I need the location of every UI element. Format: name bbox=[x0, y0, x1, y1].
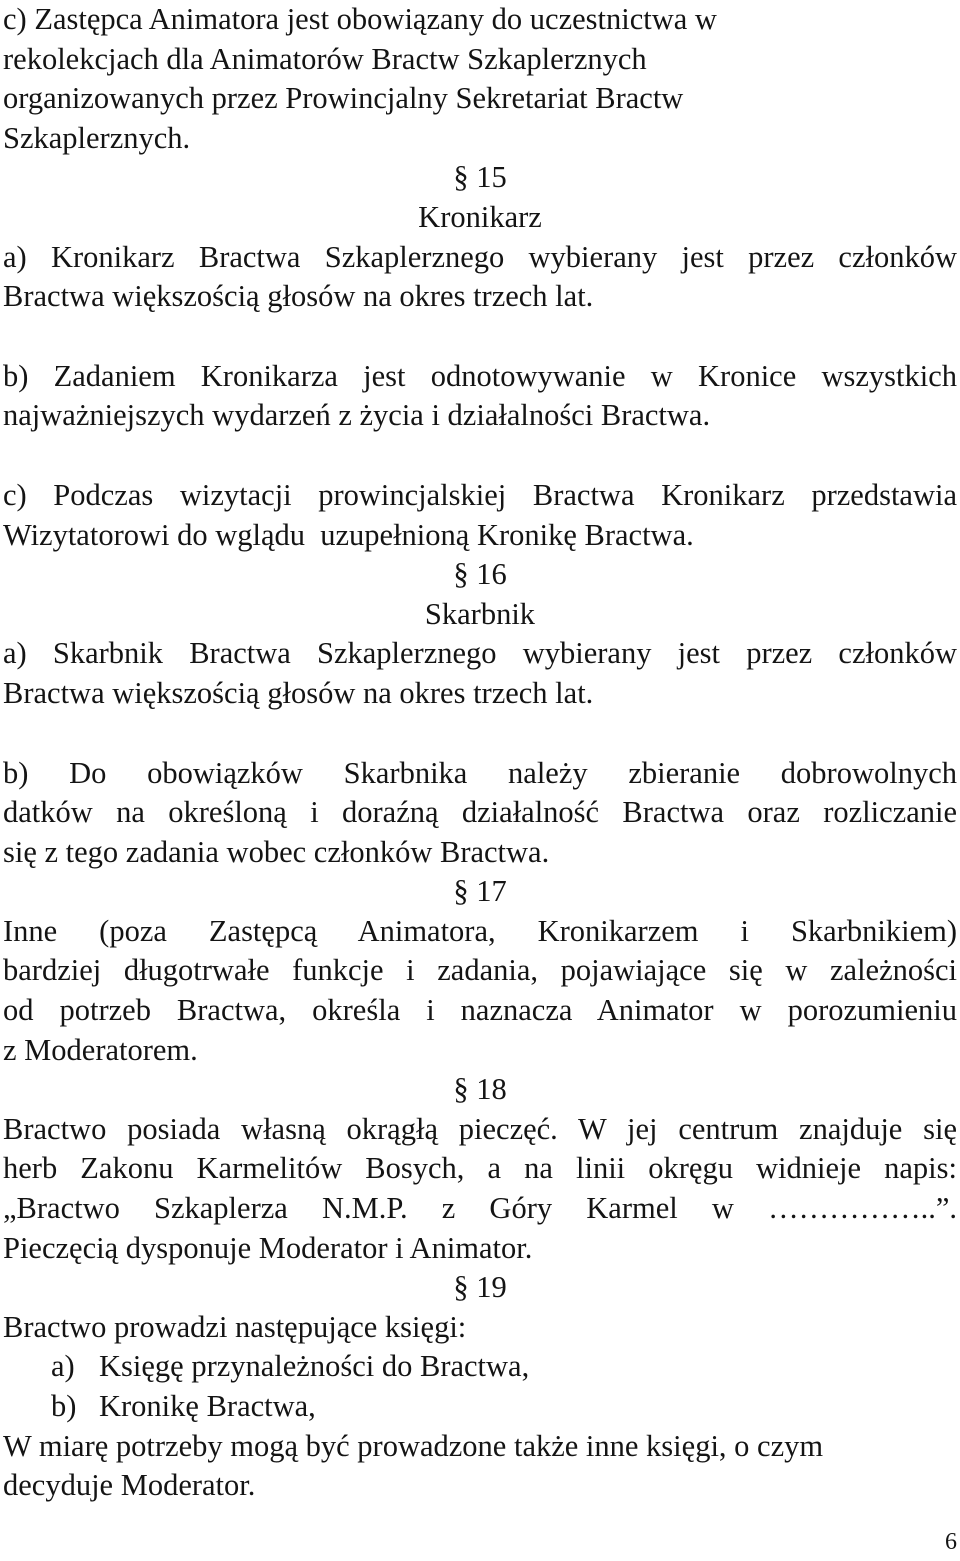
section-15-paragraph-b bbox=[3, 357, 957, 436]
text-line: herb Zakonu Karmelitów Bosych, a na linii okręgu widnieje napis: bbox=[3, 1151, 957, 1186]
text-line: a) Skarbnik Bractwa Szkaplerznego wybierany jest przez członków bbox=[3, 636, 957, 671]
text-line: najważniejszych wydarzeń z życia i działalności Bractwa. bbox=[3, 398, 711, 433]
list-marker: b) bbox=[51, 1389, 77, 1423]
list-item bbox=[3, 1347, 957, 1387]
text-line: Bractwa większością głosów na okres trzech lat. bbox=[3, 279, 594, 314]
text-line: bardziej długotrwałe funkcje i zadania, pojawiające się w zależności bbox=[3, 953, 957, 988]
list-item bbox=[3, 1387, 957, 1427]
text-line: Szkaplerznych. bbox=[3, 120, 191, 155]
text-line: się z tego zadania wobec członków Bractwa. bbox=[3, 834, 550, 869]
text-line: b) Zadaniem Kronikarza jest odnotowywanie w Kronice wszystkich bbox=[3, 358, 957, 393]
text-line: z Moderatorem. bbox=[3, 1032, 198, 1067]
list-marker: a) bbox=[51, 1349, 75, 1384]
text-line: Wizytatorowi do wglądu uzupełnioną Kronikę Bractwa. bbox=[3, 517, 694, 552]
section-18-number: § 18 bbox=[453, 1072, 507, 1107]
document-page bbox=[3, 0, 957, 1506]
text-line: c) Zastępca Animatora jest obowiązany do uczestnictwa w bbox=[3, 2, 717, 36]
text-line: b) Do obowiązków Skarbnika należy zbieranie dobrowolnych bbox=[3, 755, 957, 790]
text-line: „Bractwo Szkaplerza N.M.P. z Góry Karmel w ……………..”. bbox=[3, 1191, 957, 1226]
text-line: Pieczęcią dysponuje Moderator i Animator. bbox=[3, 1230, 533, 1265]
text-line: od potrzeb Bractwa, określa i naznacza Animator w porozumieniu bbox=[3, 993, 957, 1028]
section-15-paragraph-a bbox=[3, 238, 957, 317]
text-line: Bractwa większością głosów na okres trzech lat. bbox=[3, 675, 594, 710]
paragraph-intro-c bbox=[3, 0, 957, 158]
section-18-paragraph bbox=[3, 1110, 957, 1268]
section-15-paragraph-c bbox=[3, 476, 957, 555]
section-19-outro bbox=[3, 1427, 957, 1506]
section-16-paragraph-b bbox=[3, 754, 957, 873]
section-17-paragraph bbox=[3, 912, 957, 1070]
section-16-number: § 16 bbox=[453, 557, 507, 592]
list-item-text: Księgę przynależności do Bractwa, bbox=[99, 1349, 530, 1384]
text-line: c) Podczas wizytacji prowincjalskiej Bractwa Kronikarz przedstawia bbox=[3, 477, 957, 512]
section-19-number: § 19 bbox=[453, 1270, 507, 1305]
text-line: datków na określoną i doraźną działalność Bractwa oraz rozliczanie bbox=[3, 795, 957, 830]
text-line: organizowanych przez Prowincjalny Sekretariat Bractw bbox=[3, 81, 684, 116]
list-item-text: Kronikę Bractwa, bbox=[99, 1389, 316, 1423]
text-line: Inne (poza Zastępcą Animatora, Kronikarzem i Skarbnikiem) bbox=[3, 913, 957, 948]
section-15-title: Kronikarz bbox=[418, 199, 542, 234]
text-line: Bractwo posiada własną okrągłą pieczęć. W jej centrum znajduje się bbox=[3, 1111, 957, 1146]
text-line: rekolekcjach dla Animatorów Bractw Szkaplerznych bbox=[3, 41, 647, 76]
section-16-title: Skarbnik bbox=[424, 596, 536, 631]
section-16-paragraph-a bbox=[3, 634, 957, 713]
section-17-number: § 17 bbox=[453, 874, 507, 909]
section-19-intro: Bractwo prowadzi następujące księgi: bbox=[3, 1309, 467, 1344]
text-line: W miarę potrzeby mogą być prowadzone także inne księgi, o czym bbox=[3, 1428, 824, 1463]
page-number: 6 bbox=[945, 1529, 957, 1555]
section-15-number: § 15 bbox=[453, 160, 507, 195]
text-line: decyduje Moderator. bbox=[3, 1468, 256, 1503]
text-line: a) Kronikarz Bractwa Szkaplerznego wybierany jest przez członków bbox=[3, 239, 957, 274]
